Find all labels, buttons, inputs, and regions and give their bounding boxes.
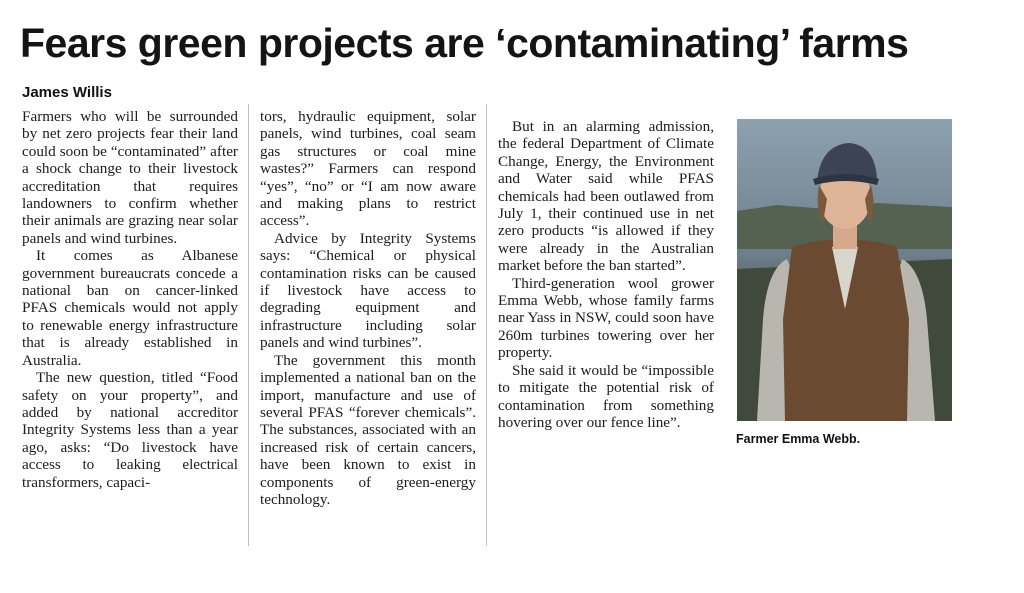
paragraph: Third-generation wool grower Emma Webb, whose family farms near Yass in NSW, could soon have 260m turbines towering over her property. [498, 274, 714, 362]
photo-caption: Farmer Emma Webb. [736, 432, 861, 446]
paragraph: But in an alarming admission, the federal Department of Climate Change, Energy, the Environment and Water said while PFAS chemicals had been outlawed from July 1, their continued use in net zero products “is allowed if they were already in the Australian market before the ban started”. [498, 118, 714, 275]
article-column-3 [498, 118, 714, 431]
byline: James Willis [22, 84, 112, 101]
farmer-photo [737, 119, 952, 421]
headline: Fears green projects are ‘contaminating’ farms [20, 20, 909, 66]
column-divider [486, 104, 487, 546]
column-divider [248, 104, 249, 546]
paragraph: The government this month implemented a national ban on the import, manufacture and use of several PFAS “forever chemicals”. The substances, associated with an increased risk of certain cancers, have been known to exist in components of green-energy technology. [260, 351, 476, 508]
paragraph: The new question, titled “Food safety on your property”, and added by national accreditor Integrity Systems less than a year ago, asks: “Do livestock have access to leaking electrical transformers, capaci- [22, 369, 238, 491]
article-column-2 [260, 108, 476, 508]
paragraph: Advice by Integrity Systems says: “Chemical or physical contamination risks can be caused if livestock have access to degrading equipment and infrastructure including solar panels and wind turbines”. [260, 229, 476, 352]
paragraph: It comes as Albanese government bureaucrats concede a national ban on cancer-linked PFAS chemicals would not apply to renewable energy infrastructure that is already established in Australia. [22, 247, 238, 369]
paragraph: Farmers who will be surrounded by net zero projects fear their land could soon be “contaminated” after a shock change to their livestock accreditation that requires landowners to confirm whether their animals are grazing near solar panels and wind turbines. [22, 108, 238, 247]
paragraph: tors, hydraulic equipment, solar panels, wind turbines, coal seam gas structures or coal mine wastes?” Farmers can respond “yes”, “no” or “I am now aware and making plans to restrict access”. [260, 108, 476, 230]
article-column-1 [22, 108, 238, 491]
paragraph: She said it would be “impossible to mitigate the potential risk of contamination from something hovering over our fence line”. [498, 361, 714, 431]
